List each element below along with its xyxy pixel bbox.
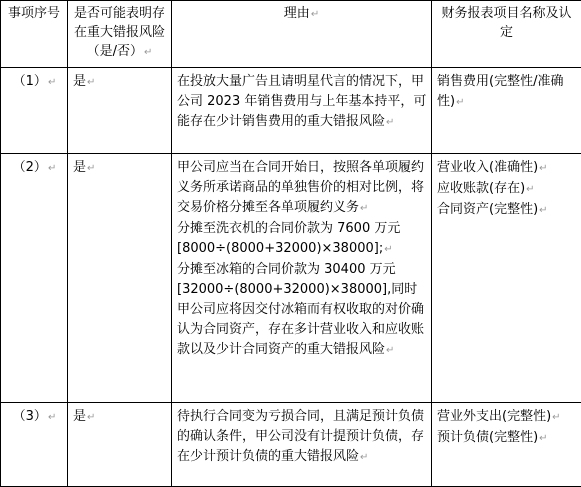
row-number: （3）↵ [1,403,68,487]
statement-item: 营业收入(准确性)↵ [437,158,577,179]
table-row [1,403,581,487]
row-risk-flag: 是↵ [68,154,172,403]
row-risk-flag: 是↵ [68,68,172,154]
statement-item: 合同资产(完整性)↵ [437,200,577,221]
row-number: （2）↵ [1,154,68,403]
row-reason: 待执行合同变为亏损合同，且满足预计负债的确认条件，甲公司没有计提预计负债，存在少计预计负债的重大错报风险↵ [172,403,432,487]
row-statement-items [432,154,581,403]
statement-item: 营业外支出(完整性)↵ [437,407,577,428]
header-item-number: 事项序号 [1,1,68,68]
statement-item: 应收账款(存在)↵ [437,179,577,200]
reason-paragraph: 分摊至冰箱的合同价款为 30400 万元[32000÷(8000+32000)×38000],同时甲公司应将因交付冰箱而有权收取的对价确认为合同资产，存在多计营业收入和应收账款以及少计合同资产的重大错报风险↵ [177,260,427,361]
table-row [1,154,581,403]
header-risk-indicator: 是否可能表明存在重大错报风险（是/否）↵ [68,1,172,68]
header-row [1,1,581,68]
row-statement-items [432,403,581,487]
reason-paragraph: 甲公司应当在合同开始日，按照各单项履约义务所承诺商品的单独售价的相对比例，将交易价格分摊至各单项履约义务↵ [177,158,427,219]
row-risk-flag: 是↵ [68,403,172,487]
reason-paragraph: 分摊至洗衣机的合同价款为 7600 万元[8000÷(8000+32000)×38000];↵ [177,219,427,260]
table-row [1,68,581,154]
header-statement-items: 财务报表项目名称及认定 [432,1,581,68]
row-reason [172,154,432,403]
row-number: （1）↵ [1,68,68,154]
row-reason: 在投放大量广告且请明星代言的情况下，甲公司 2023 年销售费用与上年基本持平，可能存在少计销售费用的重大错报风险↵ [172,68,432,154]
row-statement-items: 销售费用(完整性/准确性)↵ [432,68,581,154]
header-reason: 理由↵ [172,1,432,68]
statement-item: 预计负债(完整性)↵ [437,428,577,449]
